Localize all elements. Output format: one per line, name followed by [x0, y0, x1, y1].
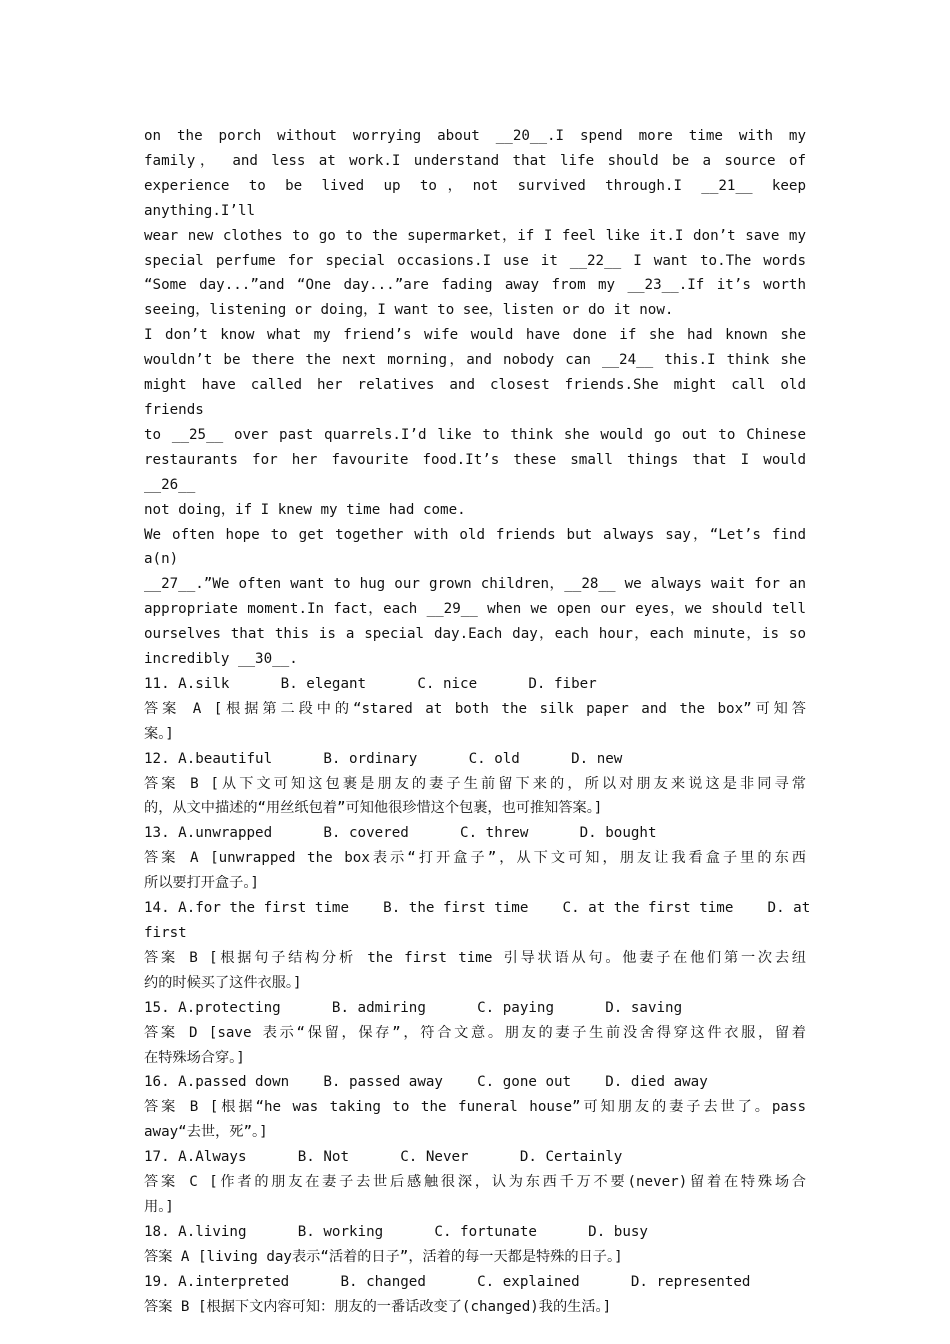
passage-line: We often hope to get together with old friends but always say，“Let’s find a(n) [144, 526, 806, 568]
passage-line: wouldn’t be there the next morning，and nobody can __24__ this.I think she [144, 352, 806, 369]
passage-line: not doing，if I knew my time had come. [144, 501, 466, 518]
passage [144, 124, 806, 672]
passage-line: restaurants for her favourite food.It’s these small things that I would __26__ [144, 451, 806, 493]
passage-paragraph [144, 124, 806, 323]
answer-explanation-line: 答案 B [根据“he was taking to the funeral house”可知朋友的妻子去世了。pass [144, 1099, 806, 1116]
answer-explanation-line: 答案 A [living day表示“活着的日子”，活着的每一天都是特殊的日子。] [144, 1248, 623, 1265]
question-options: 18. A.living B. working C. fortunate D. busy [144, 1223, 648, 1240]
question-options: 14. A.for the first time B. the first time C. at the first time D. at [144, 900, 811, 917]
question-item [144, 672, 806, 747]
passage-line: on the porch without worrying about __20__.I spend more time with my [144, 128, 806, 144]
passage-paragraph [144, 523, 806, 672]
question-item [144, 747, 806, 822]
question-options-continued: first [144, 925, 187, 941]
answer-explanation-line: 答案 A [根据第二段中的“stared at both the silk paper and the box”可知答 [144, 700, 806, 717]
answer-explanation-line: 答案 B [从下文可知这包裹是朋友的妻子生前留下来的，所以对朋友来说这是非同寻常 [144, 775, 806, 792]
passage-line: to __25__ over past quarrels.I’d like to think she would go out to Chinese [144, 426, 806, 443]
passage-line: “Some day...”and “One day...”are fading away from my __23__.If it’s worth [144, 277, 806, 294]
answer-explanation-line: 在特殊场合穿。] [144, 1049, 245, 1066]
document-page [144, 124, 811, 1320]
question-item [144, 821, 806, 896]
answer-explanation-line: 答案 C [作者的朋友在妻子去世后感触很深，认为东西千万不要(never)留着在特殊场合 [144, 1174, 806, 1191]
question-options: 13. A.unwrapped B. covered C. threw D. bought [144, 825, 657, 842]
answer-explanation-line: 案。] [144, 725, 174, 742]
answer-explanation-line: 约的时候买了这件衣服。] [144, 974, 302, 991]
answer-explanation-line: 答案 B [根据句子结构分析 the first time 引导状语从句。他妻子在他们第一次去纽 [144, 949, 806, 966]
passage-line: __27__.”We often want to hug our grown children，__28__ we always wait for an [144, 576, 806, 593]
passage-line: incredibly __30__. [144, 651, 298, 668]
question-options: 16. A.passed down B. passed away C. gone out D. died away [144, 1074, 708, 1091]
passage-line: seeing，listening or doing，I want to see，listen or do it now. [144, 302, 674, 319]
passage-line: special perfume for special occasions.I use it __22__ I want to.The words [144, 252, 806, 269]
question-item [144, 1145, 806, 1220]
question-item [144, 1270, 806, 1320]
answer-explanation-line: 所以要打开盒子。] [144, 875, 259, 892]
passage-line: wear new clothes to go to the supermarket，if I feel like it.I don’t save my [144, 227, 806, 244]
passage-line: appropriate moment.In fact，each __29__ when we open our eyes，we should tell [144, 601, 806, 618]
question-item [144, 896, 811, 996]
question-options: 19. A.interpreted B. changed C. explained D. represented [144, 1273, 751, 1290]
passage-line: I don’t know what my friend’s wife would have done if she had known she [144, 327, 806, 344]
answer-explanation-line: 答案 A [unwrapped the box表示“打开盒子”，从下文可知，朋友让我看盒子里的东西 [144, 850, 806, 867]
answer-explanation-line: 用。] [144, 1198, 174, 1215]
question-options: 11. A.silk B. elegant C. nice D. fiber [144, 675, 597, 692]
answer-explanation-line: 答案 B [根据下文内容可知：朋友的一番话改变了(changed)我的生活。] [144, 1298, 612, 1315]
question-options: 12. A.beautiful B. ordinary C. old D. new [144, 750, 623, 767]
passage-paragraph [144, 323, 806, 522]
question-options: 15. A.protecting B. admiring C. paying D. saving [144, 999, 683, 1016]
answer-explanation-line: 答案 D [save 表示“保留，保存”，符合文意。朋友的妻子生前没舍得穿这件衣服，留着 [144, 1024, 806, 1041]
question-item [144, 1220, 806, 1270]
passage-line: family， and less at work.I understand that life should be a source of [144, 152, 806, 169]
question-options: 17. A.Always B. Not C. Never D. Certainly [144, 1149, 623, 1166]
answer-explanation-line: away“去世，死”。] [144, 1124, 268, 1141]
passage-line: ourselves that this is a special day.Each day，each hour，each minute，is so [144, 626, 806, 643]
question-list [144, 672, 811, 1320]
question-item [144, 1070, 806, 1145]
passage-line: experience to be lived up to，not survived through.I __21__ keep anything.I’ll [144, 177, 806, 219]
passage-line: might have called her relatives and closest friends.She might call old friends [144, 377, 806, 418]
answer-explanation-line: 的，从文中描述的“用丝纸包着”可知他很珍惜这个包裹，也可推知答案。] [144, 800, 603, 817]
question-item [144, 996, 806, 1071]
